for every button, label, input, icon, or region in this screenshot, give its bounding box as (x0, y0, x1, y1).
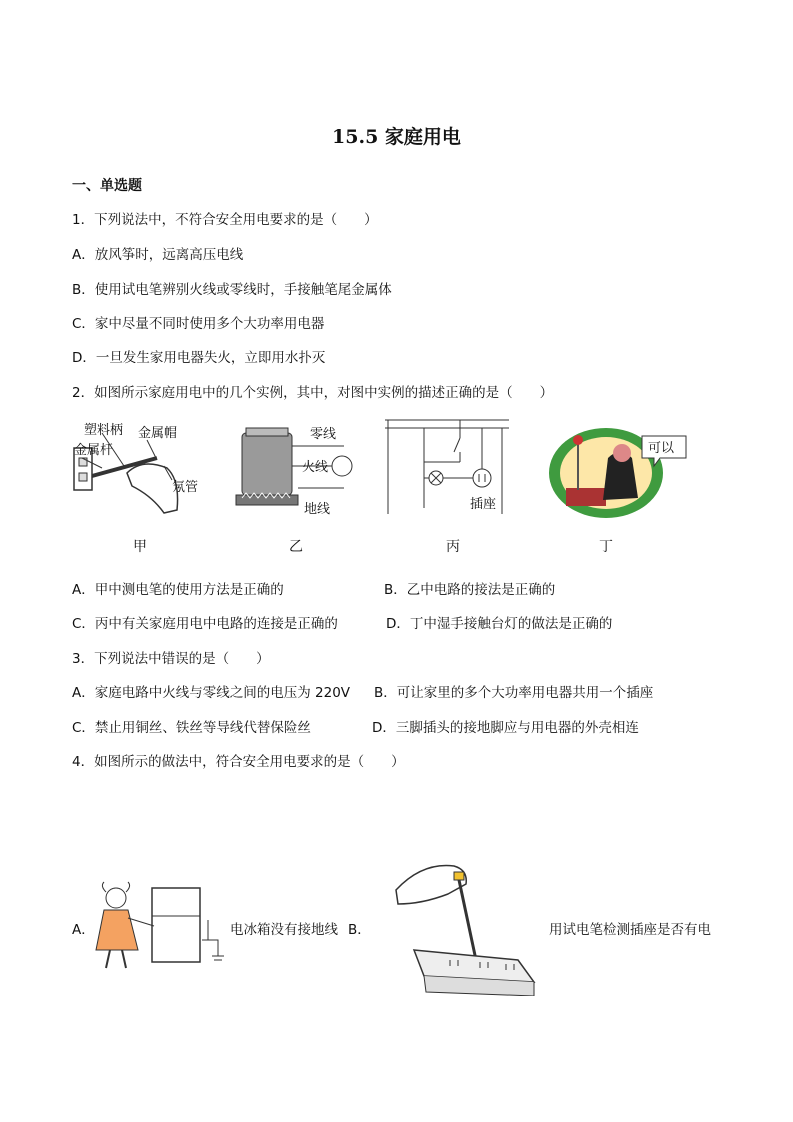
page-title: 15.5 家庭用电 (332, 126, 461, 148)
figure-b-test-pen-socket (392, 860, 542, 996)
label-metal-rod: 金属杆 (74, 443, 114, 458)
q1-stem: 1．下列说法中，不符合安全用电要求的是（ ） (72, 212, 378, 228)
q1-option-c: C．家中尽量不同时使用多个大功率用电器 (72, 316, 325, 332)
figure-jia-test-pen (72, 418, 202, 518)
caption-yi: 乙 (289, 539, 303, 555)
q4-stem: 4．如图所示的做法中，符合安全用电要求的是（ ） (72, 754, 405, 770)
q3-stem: 3．下列说法中错误的是（ ） (72, 651, 270, 667)
q3-option-d: D．三脚插头的接地脚应与用电器的外壳相连 (372, 720, 639, 736)
label-socket: 插座 (470, 497, 497, 512)
caption-bing: 丙 (446, 539, 460, 555)
label-plastic-handle: 塑料柄 (84, 423, 124, 438)
q4-option-a-label: A． (72, 922, 95, 938)
label-ground-wire: 地线 (304, 502, 331, 517)
q3-option-a: A．家庭电路中火线与零线之间的电压为 220V (72, 685, 351, 701)
q3-option-c: C．禁止用铜丝、铁丝等导线代替保险丝 (72, 720, 311, 736)
caption-ding: 丁 (599, 539, 613, 555)
q2-option-a: A．甲中测电笔的使用方法是正确的 (72, 582, 284, 598)
section-heading: 一、单选题 (72, 178, 142, 194)
q2-option-b: B．乙中电路的接法是正确的 (384, 582, 556, 598)
label-neutral-wire: 零线 (310, 427, 337, 442)
label-speech-bubble: 可以 (648, 441, 675, 456)
label-live-wire: 火线 (302, 460, 329, 475)
q3-option-b: B．可让家里的多个大功率用电器共用一个插座 (374, 685, 654, 701)
q1-option-b: B．使用试电笔辨别火线或零线时，手接触笔尾金属体 (72, 282, 392, 298)
q2-stem: 2．如图所示家庭用电中的几个实例，其中，对图中实例的描述正确的是（ ） (72, 385, 554, 401)
q4-option-a-text: 电冰箱没有接地线 (230, 922, 338, 938)
q4-option-b-label: B． (348, 922, 371, 938)
figure-yi-circuit (232, 418, 362, 518)
figure-a-fridge (94, 880, 228, 972)
figure-ding-wet-hand (548, 418, 690, 518)
label-metal-cap: 金属帽 (138, 426, 178, 441)
caption-jia: 甲 (133, 539, 147, 555)
q4-option-b-text: 用试电笔检测插座是否有电 (549, 922, 711, 938)
figure-bing-wiring (382, 418, 512, 518)
q2-option-d: D．丁中湿手接触台灯的做法是正确的 (386, 616, 613, 632)
q2-option-c: C．丙中有关家庭用电中电路的连接是正确的 (72, 616, 338, 632)
q1-option-d: D．一旦发生家用电器失火，立即用水扑灭 (72, 350, 326, 366)
label-neon-tube: 氖管 (172, 480, 199, 495)
q1-option-a: A．放风筝时，远离高压电线 (72, 247, 244, 263)
